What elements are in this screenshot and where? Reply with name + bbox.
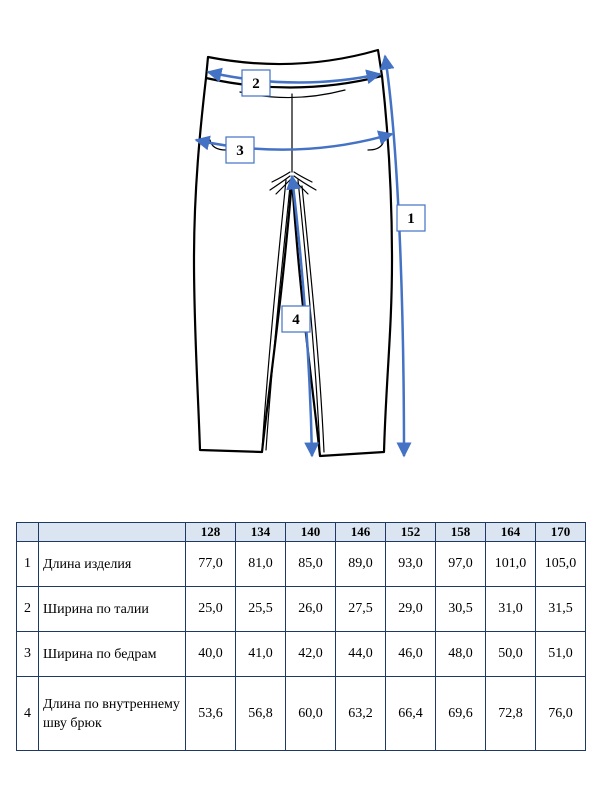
label-3 (226, 137, 254, 163)
size-header: 158 (436, 523, 486, 542)
value-cell: 72,8 (486, 677, 536, 751)
row-number: 4 (17, 677, 39, 751)
value-cell: 46,0 (386, 632, 436, 677)
value-cell: 77,0 (186, 542, 236, 587)
header-num (17, 523, 39, 542)
value-cell: 31,0 (486, 587, 536, 632)
size-header: 164 (486, 523, 536, 542)
size-header: 128 (186, 523, 236, 542)
row-number: 2 (17, 587, 39, 632)
value-cell: 85,0 (286, 542, 336, 587)
table-body (17, 542, 586, 751)
value-cell: 63,2 (336, 677, 386, 751)
value-cell: 27,5 (336, 587, 386, 632)
label-2 (242, 70, 270, 96)
value-cell: 56,8 (236, 677, 286, 751)
value-cell: 66,4 (386, 677, 436, 751)
row-number: 1 (17, 542, 39, 587)
arrow-3-hips (196, 134, 392, 150)
value-cell: 25,0 (186, 587, 236, 632)
value-cell: 50,0 (486, 632, 536, 677)
value-cell: 48,0 (436, 632, 486, 677)
table-row (17, 677, 586, 751)
value-cell: 44,0 (336, 632, 386, 677)
header-name (39, 523, 186, 542)
size-header: 134 (236, 523, 286, 542)
svg-text:1: 1 (407, 211, 415, 227)
size-header: 140 (286, 523, 336, 542)
measurement-name: Ширина по талии (39, 587, 186, 632)
value-cell: 81,0 (236, 542, 286, 587)
measurement-name: Длина изделия (39, 542, 186, 587)
value-cell: 31,5 (536, 587, 586, 632)
value-cell: 30,5 (436, 587, 486, 632)
size-table (16, 522, 586, 751)
value-cell: 40,0 (186, 632, 236, 677)
pants-body (194, 76, 392, 456)
label-1 (397, 205, 425, 231)
value-cell: 51,0 (536, 632, 586, 677)
value-cell: 69,6 (436, 677, 486, 751)
table-row (17, 587, 586, 632)
pants-outline (194, 50, 392, 456)
value-cell: 26,0 (286, 587, 336, 632)
svg-text:3: 3 (236, 143, 244, 159)
header-row (17, 523, 586, 542)
value-cell: 97,0 (436, 542, 486, 587)
measurement-arrows (196, 56, 404, 456)
table-row (17, 542, 586, 587)
hip-seam-right (368, 140, 384, 150)
table-row (17, 632, 586, 677)
value-cell: 93,0 (386, 542, 436, 587)
value-cell: 53,6 (186, 677, 236, 751)
value-cell: 25,5 (236, 587, 286, 632)
value-cell: 42,0 (286, 632, 336, 677)
value-cell: 29,0 (386, 587, 436, 632)
measurement-name: Длина по внутреннему шву брюк (39, 677, 186, 751)
value-cell: 60,0 (286, 677, 336, 751)
size-header: 152 (386, 523, 436, 542)
value-cell: 41,0 (236, 632, 286, 677)
value-cell: 105,0 (536, 542, 586, 587)
arrow-1-length (385, 56, 404, 456)
size-header: 170 (536, 523, 586, 542)
value-cell: 76,0 (536, 677, 586, 751)
row-number: 3 (17, 632, 39, 677)
svg-text:2: 2 (252, 76, 260, 92)
label-4 (282, 306, 310, 332)
measurement-name: Ширина по бедрам (39, 632, 186, 677)
value-cell: 101,0 (486, 542, 536, 587)
svg-text:4: 4 (292, 312, 300, 328)
value-cell: 89,0 (336, 542, 386, 587)
size-header: 146 (336, 523, 386, 542)
